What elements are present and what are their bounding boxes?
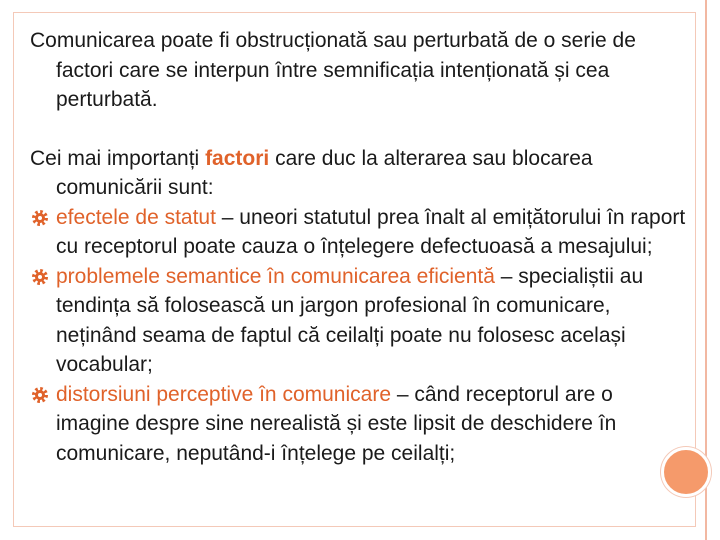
factors-intro-after: care duc la alterarea sau blocarea comunicării sunt: xyxy=(56,146,593,199)
bullet-text: – specialiștii au tendința să folosească un jargon profesional în comunicare, neținând seama de faptul că ceilalți poate nu folosesc același vocabular; xyxy=(56,264,644,376)
bullet-item-status xyxy=(30,203,690,262)
bullet-term: efectele de statut xyxy=(56,205,216,229)
bullet-term: problemele semantice în comunicarea eficientă xyxy=(56,264,495,288)
slide-content xyxy=(30,26,690,468)
bullet-text: – când receptorul are o imagine despre sine nerealistă și este lipsit de deschidere în comunicare, neputând-i înțelege pe ceilalți; xyxy=(56,382,617,465)
factors-intro-paragraph xyxy=(30,144,690,203)
paragraph-gap xyxy=(30,115,690,144)
bullet-text: – uneori statutul prea înalt al emițătorului în raport cu receptorul poate cauza o înțelegere defectuoasă a mesajului; xyxy=(56,205,686,258)
factors-keyword: factori xyxy=(205,146,270,170)
gear-icon xyxy=(32,210,48,226)
bullet-term: distorsiuni perceptive în comunicare xyxy=(56,382,391,406)
factors-intro-before: Cei mai importanți xyxy=(30,146,206,170)
bullet-item-semantics xyxy=(30,262,690,380)
intro-paragraph: Comunicarea poate fi obstrucționată sau perturbată de o serie de factori care se interpun între semnificația intenționată și cea perturbată. xyxy=(30,29,636,111)
bullet-item-perception xyxy=(30,380,690,469)
gear-icon xyxy=(32,387,48,403)
gear-icon xyxy=(32,269,48,285)
